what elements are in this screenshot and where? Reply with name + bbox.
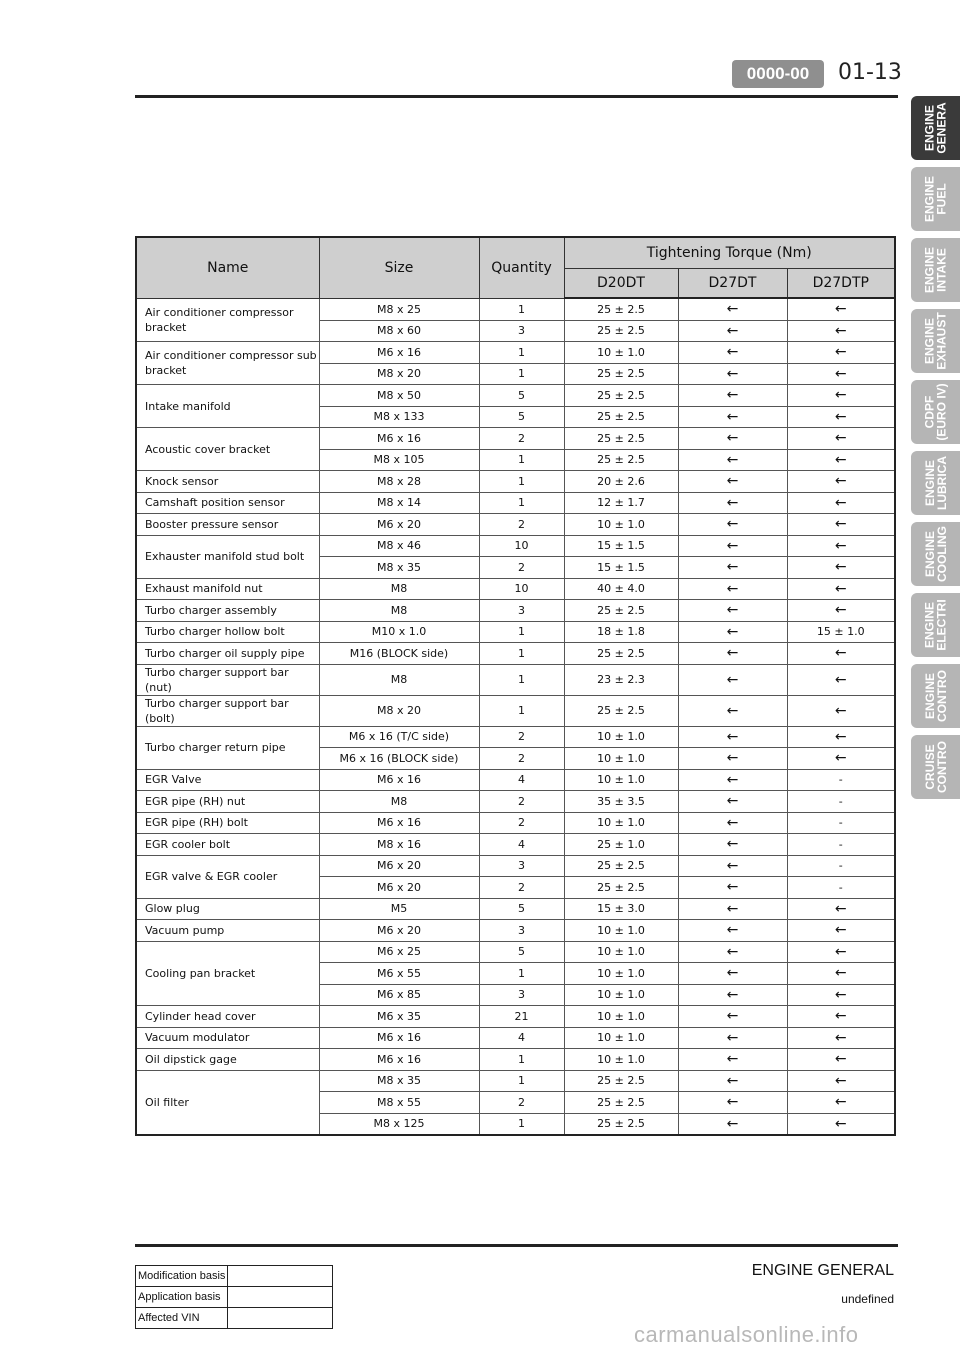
d27dt-torque-cell: ← xyxy=(678,855,787,877)
d27dt-torque-cell: ← xyxy=(678,898,787,920)
size-cell: M8 x 14 xyxy=(319,492,479,514)
d27dt-torque-cell: ← xyxy=(678,600,787,622)
d27dt-torque-cell: ← xyxy=(678,363,787,385)
d27dt-torque-cell: ← xyxy=(678,748,787,770)
part-name-cell: Oil dipstick gage xyxy=(136,1049,319,1071)
d27dt-torque-cell: ← xyxy=(678,406,787,428)
application-basis-value xyxy=(228,1287,333,1308)
table-row xyxy=(136,791,895,813)
d27dt-torque-cell: ← xyxy=(678,1092,787,1114)
d27dt-torque-cell: ← xyxy=(678,695,787,726)
d20dt-torque-cell: 20 ± 2.6 xyxy=(564,471,678,493)
application-basis-label: Application basis xyxy=(136,1287,228,1308)
d27dtp-torque-cell: ← xyxy=(787,664,895,695)
table-row xyxy=(136,535,895,557)
d27dt-torque-cell: ← xyxy=(678,963,787,985)
part-name-cell: Turbo charger hollow bolt xyxy=(136,621,319,643)
d27dt-torque-cell: ← xyxy=(678,342,787,364)
table-row xyxy=(136,471,895,493)
d20dt-torque-cell: 35 ± 3.5 xyxy=(564,791,678,813)
part-name-cell: Cooling pan bracket xyxy=(136,941,319,1006)
d20dt-torque-cell: 25 ± 2.5 xyxy=(564,406,678,428)
d27dtp-torque-cell: ← xyxy=(787,342,895,364)
size-cell: M8 x 20 xyxy=(319,695,479,726)
d27dtp-torque-cell: ← xyxy=(787,514,895,536)
quantity-cell: 1 xyxy=(479,1070,564,1092)
header-quantity: Quantity xyxy=(479,237,564,298)
quantity-cell: 5 xyxy=(479,406,564,428)
d27dt-torque-cell: ← xyxy=(678,726,787,748)
size-cell: M8 x 28 xyxy=(319,471,479,493)
header-name: Name xyxy=(136,237,319,298)
d20dt-torque-cell: 10 ± 1.0 xyxy=(564,1006,678,1028)
table-row xyxy=(136,920,895,942)
quantity-cell: 4 xyxy=(479,1027,564,1049)
d27dtp-torque-cell: ← xyxy=(787,385,895,407)
quantity-cell: 5 xyxy=(479,385,564,407)
affected-vin-value xyxy=(228,1308,333,1329)
d27dtp-torque-cell: ← xyxy=(787,578,895,600)
d27dt-torque-cell: ← xyxy=(678,514,787,536)
table-row xyxy=(136,298,895,320)
quantity-cell: 2 xyxy=(479,812,564,834)
quantity-cell: 1 xyxy=(479,1113,564,1135)
table-row xyxy=(136,578,895,600)
quantity-cell: 5 xyxy=(479,941,564,963)
footer-title: ENGINE GENERAL xyxy=(751,1262,894,1279)
part-name-cell: EGR pipe (RH) bolt xyxy=(136,812,319,834)
modification-basis-value xyxy=(228,1266,333,1287)
d27dtp-torque-cell: - xyxy=(787,812,895,834)
quantity-cell: 2 xyxy=(479,428,564,450)
quantity-cell: 21 xyxy=(479,1006,564,1028)
modification-basis-label: Modification basis xyxy=(136,1266,228,1287)
size-cell: M8 x 50 xyxy=(319,385,479,407)
d27dt-torque-cell: ← xyxy=(678,1049,787,1071)
d20dt-torque-cell: 10 ± 1.0 xyxy=(564,984,678,1006)
d27dtp-torque-cell: ← xyxy=(787,963,895,985)
d27dtp-torque-cell: ← xyxy=(787,363,895,385)
d27dtp-torque-cell: ← xyxy=(787,1049,895,1071)
table-row xyxy=(136,1027,895,1049)
d27dtp-torque-cell: ← xyxy=(787,898,895,920)
size-cell: M6 x 16 xyxy=(319,1049,479,1071)
d20dt-torque-cell: 10 ± 1.0 xyxy=(564,769,678,791)
size-cell: M8 x 60 xyxy=(319,320,479,342)
quantity-cell: 1 xyxy=(479,342,564,364)
size-cell: M6 x 25 xyxy=(319,941,479,963)
part-name-cell: Glow plug xyxy=(136,898,319,920)
part-name-cell: Vacuum pump xyxy=(136,920,319,942)
header-d20dt: D20DT xyxy=(564,269,678,299)
table-row xyxy=(136,492,895,514)
d27dt-torque-cell: ← xyxy=(678,834,787,856)
d27dtp-torque-cell: - xyxy=(787,855,895,877)
part-name-cell: Vacuum modulator xyxy=(136,1027,319,1049)
d20dt-torque-cell: 25 ± 2.5 xyxy=(564,363,678,385)
d27dtp-torque-cell: 15 ± 1.0 xyxy=(787,621,895,643)
d20dt-torque-cell: 25 ± 2.5 xyxy=(564,1113,678,1135)
d20dt-torque-cell: 10 ± 1.0 xyxy=(564,1027,678,1049)
part-name-cell: Air conditioner compressor sub bracket xyxy=(136,342,319,385)
chapter-tab[interactable] xyxy=(911,380,960,444)
d20dt-torque-cell: 10 ± 1.0 xyxy=(564,812,678,834)
quantity-cell: 3 xyxy=(479,984,564,1006)
chapter-tab[interactable] xyxy=(911,309,960,373)
size-cell: M8 x 20 xyxy=(319,363,479,385)
chapter-tab[interactable] xyxy=(911,238,960,302)
d27dt-torque-cell: ← xyxy=(678,578,787,600)
table-row xyxy=(136,812,895,834)
part-name-cell: EGR Valve xyxy=(136,769,319,791)
table-row xyxy=(136,1049,895,1071)
d20dt-torque-cell: 18 ± 1.8 xyxy=(564,621,678,643)
table-row xyxy=(136,600,895,622)
d20dt-torque-cell: 25 ± 2.5 xyxy=(564,1070,678,1092)
d27dt-torque-cell: ← xyxy=(678,1027,787,1049)
d27dtp-torque-cell: ← xyxy=(787,1070,895,1092)
d27dtp-torque-cell: ← xyxy=(787,406,895,428)
chapter-tab-label: ENGINE ELECTRI xyxy=(922,599,949,651)
d27dtp-torque-cell: ← xyxy=(787,1006,895,1028)
quantity-cell: 3 xyxy=(479,600,564,622)
d20dt-torque-cell: 25 ± 2.5 xyxy=(564,1092,678,1114)
quantity-cell: 1 xyxy=(479,621,564,643)
quantity-cell: 1 xyxy=(479,363,564,385)
size-cell: M5 xyxy=(319,898,479,920)
d27dtp-torque-cell: ← xyxy=(787,600,895,622)
d27dtp-torque-cell: ← xyxy=(787,1113,895,1135)
d27dt-torque-cell: ← xyxy=(678,298,787,320)
table-row xyxy=(136,664,895,695)
d20dt-torque-cell: 10 ± 1.0 xyxy=(564,963,678,985)
d27dtp-torque-cell: ← xyxy=(787,748,895,770)
size-cell: M8 x 55 xyxy=(319,1092,479,1114)
d20dt-torque-cell: 25 ± 2.5 xyxy=(564,449,678,471)
d20dt-torque-cell: 15 ± 1.5 xyxy=(564,535,678,557)
chapter-tab[interactable] xyxy=(911,664,960,728)
chapter-tab-label: CRUISE CONTRO xyxy=(922,741,949,793)
d27dt-torque-cell: ← xyxy=(678,769,787,791)
d20dt-torque-cell: 25 ± 2.5 xyxy=(564,600,678,622)
d27dt-torque-cell: ← xyxy=(678,471,787,493)
d27dt-torque-cell: ← xyxy=(678,984,787,1006)
size-cell: M6 x 20 xyxy=(319,920,479,942)
header-torque: Tightening Torque (Nm) xyxy=(564,237,895,269)
size-cell: M6 x 35 xyxy=(319,1006,479,1028)
size-cell: M6 x 16 (BLOCK side) xyxy=(319,748,479,770)
quantity-cell: 1 xyxy=(479,1049,564,1071)
quantity-cell: 3 xyxy=(479,920,564,942)
d20dt-torque-cell: 10 ± 1.0 xyxy=(564,1049,678,1071)
size-cell: M8 x 105 xyxy=(319,449,479,471)
size-cell: M16 (BLOCK side) xyxy=(319,643,479,665)
modification-table xyxy=(135,1265,333,1329)
part-name-cell: Turbo charger assembly xyxy=(136,600,319,622)
quantity-cell: 1 xyxy=(479,695,564,726)
chapter-tab[interactable] xyxy=(911,593,960,657)
size-cell: M8 x 35 xyxy=(319,557,479,579)
d27dt-torque-cell: ← xyxy=(678,449,787,471)
d27dtp-torque-cell: ← xyxy=(787,1027,895,1049)
size-cell: M6 x 16 xyxy=(319,769,479,791)
page-number: 01-13 xyxy=(838,60,902,85)
size-cell: M8 xyxy=(319,664,479,695)
chapter-tab[interactable] xyxy=(911,451,960,515)
part-name-cell: Exhaust manifold nut xyxy=(136,578,319,600)
d27dt-torque-cell: ← xyxy=(678,320,787,342)
quantity-cell: 1 xyxy=(479,449,564,471)
quantity-cell: 1 xyxy=(479,963,564,985)
d27dtp-torque-cell: ← xyxy=(787,920,895,942)
part-name-cell: EGR pipe (RH) nut xyxy=(136,791,319,813)
d27dt-torque-cell: ← xyxy=(678,385,787,407)
table-row xyxy=(136,342,895,364)
quantity-cell: 2 xyxy=(479,557,564,579)
d27dtp-torque-cell: ← xyxy=(787,492,895,514)
part-name-cell: EGR cooler bolt xyxy=(136,834,319,856)
d27dtp-torque-cell: ← xyxy=(787,298,895,320)
d27dtp-torque-cell: ← xyxy=(787,320,895,342)
size-cell: M8 x 133 xyxy=(319,406,479,428)
d20dt-torque-cell: 10 ± 1.0 xyxy=(564,342,678,364)
d27dtp-torque-cell: ← xyxy=(787,695,895,726)
size-cell: M8 xyxy=(319,791,479,813)
header-size: Size xyxy=(319,237,479,298)
quantity-cell: 10 xyxy=(479,535,564,557)
part-name-cell: Acoustic cover bracket xyxy=(136,428,319,471)
d27dtp-torque-cell: ← xyxy=(787,984,895,1006)
d27dt-torque-cell: ← xyxy=(678,791,787,813)
quantity-cell: 2 xyxy=(479,748,564,770)
torque-table xyxy=(135,236,896,1136)
quantity-cell: 1 xyxy=(479,492,564,514)
d27dt-torque-cell: ← xyxy=(678,1006,787,1028)
size-cell: M10 x 1.0 xyxy=(319,621,479,643)
quantity-cell: 1 xyxy=(479,471,564,493)
quantity-cell: 2 xyxy=(479,877,564,899)
d27dt-torque-cell: ← xyxy=(678,877,787,899)
size-cell: M6 x 16 xyxy=(319,812,479,834)
quantity-cell: 4 xyxy=(479,769,564,791)
d27dt-torque-cell: ← xyxy=(678,535,787,557)
d20dt-torque-cell: 25 ± 2.5 xyxy=(564,385,678,407)
size-cell: M8 xyxy=(319,600,479,622)
d27dtp-torque-cell: ← xyxy=(787,1092,895,1114)
chapter-tab-label: CDPF (EURO IV) xyxy=(922,383,949,441)
table-row xyxy=(136,428,895,450)
part-name-cell: Cylinder head cover xyxy=(136,1006,319,1028)
d20dt-torque-cell: 40 ± 4.0 xyxy=(564,578,678,600)
table-row xyxy=(136,898,895,920)
d27dt-torque-cell: ← xyxy=(678,492,787,514)
table-row xyxy=(136,1006,895,1028)
size-cell: M6 x 20 xyxy=(319,877,479,899)
d20dt-torque-cell: 12 ± 1.7 xyxy=(564,492,678,514)
part-name-cell: Turbo charger oil supply pipe xyxy=(136,643,319,665)
chapter-tab-label: ENGINE FUEL xyxy=(922,176,949,223)
quantity-cell: 1 xyxy=(479,298,564,320)
d27dtp-torque-cell: ← xyxy=(787,726,895,748)
quantity-cell: 10 xyxy=(479,578,564,600)
part-name-cell: EGR valve & EGR cooler xyxy=(136,855,319,898)
size-cell: M8 x 16 xyxy=(319,834,479,856)
d20dt-torque-cell: 10 ± 1.0 xyxy=(564,920,678,942)
chapter-tab-label: ENGINE INTAKE xyxy=(922,247,949,294)
d20dt-torque-cell: 10 ± 1.0 xyxy=(564,748,678,770)
table-row xyxy=(136,941,895,963)
size-cell: M6 x 16 (T/C side) xyxy=(319,726,479,748)
d20dt-torque-cell: 25 ± 2.5 xyxy=(564,695,678,726)
d20dt-torque-cell: 10 ± 1.0 xyxy=(564,514,678,536)
chapter-tab[interactable] xyxy=(911,96,960,160)
top-rule xyxy=(135,95,898,98)
watermark: carmanualsonline.info xyxy=(634,1322,859,1347)
d27dt-torque-cell: ← xyxy=(678,1070,787,1092)
d20dt-torque-cell: 25 ± 2.5 xyxy=(564,298,678,320)
size-cell: M8 x 25 xyxy=(319,298,479,320)
section-code-badge: 0000-00 xyxy=(732,60,824,88)
part-name-cell: Camshaft position sensor xyxy=(136,492,319,514)
d27dt-torque-cell: ← xyxy=(678,941,787,963)
table-row xyxy=(136,514,895,536)
chapter-tab-label: ENGINE CONTRO xyxy=(922,670,949,722)
table-row xyxy=(136,695,895,726)
d27dt-torque-cell: ← xyxy=(678,664,787,695)
part-name-cell: Air conditioner compressor bracket xyxy=(136,298,319,342)
d27dt-torque-cell: ← xyxy=(678,557,787,579)
size-cell: M6 x 20 xyxy=(319,855,479,877)
d27dt-torque-cell: ← xyxy=(678,621,787,643)
d27dtp-torque-cell: - xyxy=(787,769,895,791)
size-cell: M8 x 35 xyxy=(319,1070,479,1092)
header-d27dtp: D27DTP xyxy=(787,269,895,299)
size-cell: M8 x 46 xyxy=(319,535,479,557)
table-row xyxy=(136,385,895,407)
d27dtp-torque-cell: - xyxy=(787,834,895,856)
d27dtp-torque-cell: ← xyxy=(787,535,895,557)
footer-subtitle: undefined xyxy=(841,1292,894,1306)
quantity-cell: 2 xyxy=(479,514,564,536)
part-name-cell: Intake manifold xyxy=(136,385,319,428)
d27dtp-torque-cell: - xyxy=(787,791,895,813)
d20dt-torque-cell: 15 ± 1.5 xyxy=(564,557,678,579)
d27dtp-torque-cell: ← xyxy=(787,449,895,471)
part-name-cell: Oil filter xyxy=(136,1070,319,1135)
header-d27dt: D27DT xyxy=(678,269,787,299)
d20dt-torque-cell: 25 ± 2.5 xyxy=(564,428,678,450)
d20dt-torque-cell: 25 ± 2.5 xyxy=(564,643,678,665)
table-row xyxy=(136,769,895,791)
quantity-cell: 3 xyxy=(479,855,564,877)
chapter-tab[interactable] xyxy=(911,735,960,799)
d27dt-torque-cell: ← xyxy=(678,643,787,665)
d27dtp-torque-cell: ← xyxy=(787,471,895,493)
quantity-cell: 2 xyxy=(479,791,564,813)
quantity-cell: 1 xyxy=(479,643,564,665)
chapter-tab-label: ENGINE COOLING xyxy=(922,526,949,582)
table-row xyxy=(136,855,895,877)
d20dt-torque-cell: 15 ± 3.0 xyxy=(564,898,678,920)
quantity-cell: 2 xyxy=(479,726,564,748)
d27dt-torque-cell: ← xyxy=(678,920,787,942)
bottom-rule xyxy=(135,1244,898,1247)
quantity-cell: 3 xyxy=(479,320,564,342)
part-name-cell: Turbo charger support bar (bolt) xyxy=(136,695,319,726)
quantity-cell: 2 xyxy=(479,1092,564,1114)
d27dtp-torque-cell: ← xyxy=(787,557,895,579)
part-name-cell: Turbo charger return pipe xyxy=(136,726,319,769)
chapter-tab-label: ENGINE GENERA xyxy=(922,102,949,154)
table-row xyxy=(136,621,895,643)
table-row xyxy=(136,834,895,856)
d27dt-torque-cell: ← xyxy=(678,428,787,450)
d20dt-torque-cell: 10 ± 1.0 xyxy=(564,726,678,748)
part-name-cell: Exhauster manifold stud bolt xyxy=(136,535,319,578)
size-cell: M6 x 16 xyxy=(319,342,479,364)
table-row xyxy=(136,1070,895,1092)
table-row xyxy=(136,726,895,748)
quantity-cell: 5 xyxy=(479,898,564,920)
quantity-cell: 4 xyxy=(479,834,564,856)
d20dt-torque-cell: 25 ± 2.5 xyxy=(564,877,678,899)
size-cell: M6 x 20 xyxy=(319,514,479,536)
size-cell: M6 x 16 xyxy=(319,428,479,450)
chapter-tab[interactable] xyxy=(911,522,960,586)
part-name-cell: Knock sensor xyxy=(136,471,319,493)
d27dtp-torque-cell: ← xyxy=(787,643,895,665)
quantity-cell: 1 xyxy=(479,664,564,695)
d20dt-torque-cell: 10 ± 1.0 xyxy=(564,941,678,963)
size-cell: M6 x 85 xyxy=(319,984,479,1006)
d20dt-torque-cell: 25 ± 2.5 xyxy=(564,855,678,877)
d27dt-torque-cell: ← xyxy=(678,1113,787,1135)
size-cell: M8 xyxy=(319,578,479,600)
d27dtp-torque-cell: ← xyxy=(787,941,895,963)
part-name-cell: Booster pressure sensor xyxy=(136,514,319,536)
d20dt-torque-cell: 23 ± 2.3 xyxy=(564,664,678,695)
chapter-tab-label: ENGINE LUBRICA xyxy=(922,456,949,510)
affected-vin-label: Affected VIN xyxy=(136,1308,228,1329)
part-name-cell: Turbo charger support bar (nut) xyxy=(136,664,319,695)
chapter-tab[interactable] xyxy=(911,167,960,231)
d27dtp-torque-cell: ← xyxy=(787,428,895,450)
d27dt-torque-cell: ← xyxy=(678,812,787,834)
d20dt-torque-cell: 25 ± 2.5 xyxy=(564,320,678,342)
chapter-tab-label: ENGINE EXHAUST xyxy=(922,312,949,370)
d20dt-torque-cell: 25 ± 1.0 xyxy=(564,834,678,856)
table-row xyxy=(136,643,895,665)
d27dtp-torque-cell: - xyxy=(787,877,895,899)
size-cell: M6 x 16 xyxy=(319,1027,479,1049)
size-cell: M8 x 125 xyxy=(319,1113,479,1135)
size-cell: M6 x 55 xyxy=(319,963,479,985)
